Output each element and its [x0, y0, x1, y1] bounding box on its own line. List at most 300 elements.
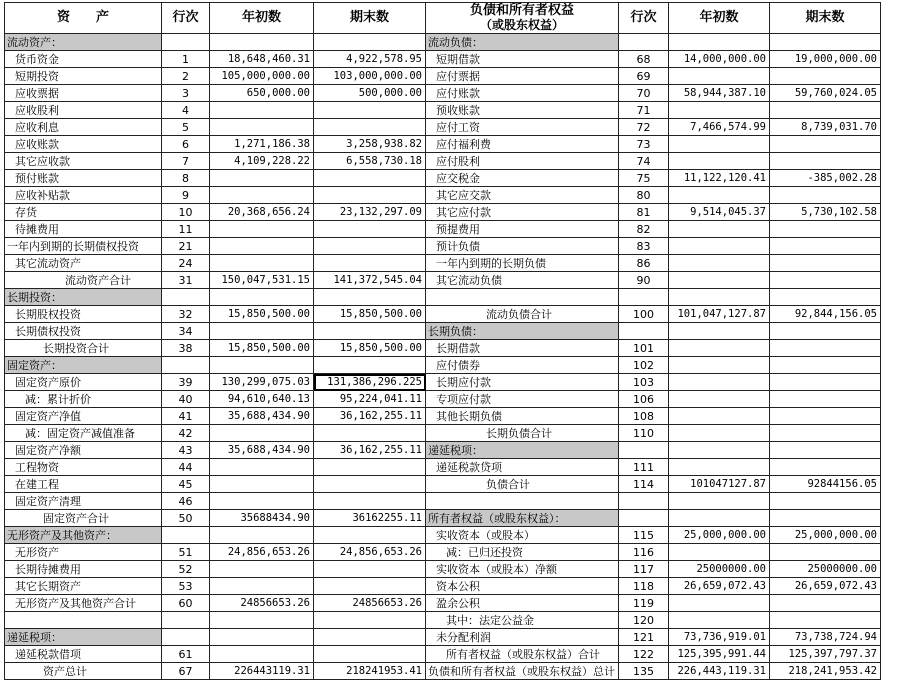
- asset-line-cell[interactable]: 61: [162, 646, 210, 663]
- asset-name-cell[interactable]: 固定资产净值: [5, 408, 162, 425]
- liability-name-cell[interactable]: 资本公积: [426, 578, 619, 595]
- liability-line-cell[interactable]: [619, 493, 669, 510]
- asset-name-cell[interactable]: 货币资金: [5, 51, 162, 68]
- asset-end-cell[interactable]: [314, 170, 426, 187]
- liability-end-cell[interactable]: [770, 34, 881, 51]
- liability-line-cell[interactable]: 115: [619, 527, 669, 544]
- asset-end-cell[interactable]: [314, 34, 426, 51]
- asset-line-cell[interactable]: 32: [162, 306, 210, 323]
- liability-begin-cell[interactable]: [669, 340, 770, 357]
- liability-name-cell[interactable]: 减：已归还投资: [426, 544, 619, 561]
- asset-end-cell[interactable]: [314, 476, 426, 493]
- liability-end-cell[interactable]: 25000000.00: [770, 561, 881, 578]
- liability-begin-cell[interactable]: [669, 68, 770, 85]
- asset-begin-cell[interactable]: [210, 561, 314, 578]
- asset-name-cell[interactable]: 应收票据: [5, 85, 162, 102]
- asset-line-cell[interactable]: 6: [162, 136, 210, 153]
- liability-name-cell[interactable]: 其它应交款: [426, 187, 619, 204]
- asset-line-cell[interactable]: 45: [162, 476, 210, 493]
- liability-begin-cell[interactable]: 73,736,919.01: [669, 629, 770, 646]
- liability-end-cell[interactable]: 19,000,000.00: [770, 51, 881, 68]
- liability-line-cell[interactable]: 80: [619, 187, 669, 204]
- asset-begin-cell[interactable]: 4,109,228.22: [210, 153, 314, 170]
- asset-end-cell[interactable]: [314, 221, 426, 238]
- liability-name-cell[interactable]: 应付账款: [426, 85, 619, 102]
- liability-end-cell[interactable]: 125,397,797.37: [770, 646, 881, 663]
- asset-name-cell[interactable]: 应收利息: [5, 119, 162, 136]
- liability-end-cell[interactable]: [770, 68, 881, 85]
- asset-begin-cell[interactable]: 24856653.26: [210, 595, 314, 612]
- col-header-line-no[interactable]: 行次: [162, 3, 210, 34]
- liability-line-cell[interactable]: 110: [619, 425, 669, 442]
- asset-begin-cell[interactable]: 24,856,653.26: [210, 544, 314, 561]
- asset-begin-cell[interactable]: [210, 102, 314, 119]
- asset-begin-cell[interactable]: 94,610,640.13: [210, 391, 314, 408]
- asset-end-cell[interactable]: [314, 578, 426, 595]
- asset-begin-cell[interactable]: [210, 476, 314, 493]
- asset-end-cell[interactable]: [314, 238, 426, 255]
- liability-name-cell[interactable]: 预计负债: [426, 238, 619, 255]
- liability-line-cell[interactable]: 118: [619, 578, 669, 595]
- liability-name-cell[interactable]: 应付股利: [426, 153, 619, 170]
- asset-line-cell[interactable]: 5: [162, 119, 210, 136]
- liability-name-cell[interactable]: 短期借款: [426, 51, 619, 68]
- liability-end-cell[interactable]: 26,659,072.43: [770, 578, 881, 595]
- liability-begin-cell[interactable]: 11,122,120.41: [669, 170, 770, 187]
- asset-begin-cell[interactable]: [210, 493, 314, 510]
- asset-name-cell[interactable]: 无形资产: [5, 544, 162, 561]
- asset-end-cell[interactable]: 24,856,653.26: [314, 544, 426, 561]
- asset-end-cell[interactable]: 95,224,041.11: [314, 391, 426, 408]
- asset-begin-cell[interactable]: [210, 425, 314, 442]
- liability-line-cell[interactable]: 72: [619, 119, 669, 136]
- asset-end-cell[interactable]: 15,850,500.00: [314, 306, 426, 323]
- liability-name-cell[interactable]: 应付福利费: [426, 136, 619, 153]
- asset-line-cell[interactable]: 3: [162, 85, 210, 102]
- liability-begin-cell[interactable]: [669, 459, 770, 476]
- liability-begin-cell[interactable]: [669, 357, 770, 374]
- asset-line-cell[interactable]: [162, 34, 210, 51]
- liability-begin-cell[interactable]: [669, 544, 770, 561]
- liability-begin-cell[interactable]: [669, 187, 770, 204]
- asset-name-cell[interactable]: 一年内到期的长期债权投资: [5, 238, 162, 255]
- col-header-begin[interactable]: 年初数: [210, 3, 314, 34]
- liability-begin-cell[interactable]: [669, 323, 770, 340]
- liability-name-cell[interactable]: 递延税项：: [426, 442, 619, 459]
- liability-begin-cell[interactable]: [669, 136, 770, 153]
- asset-end-cell[interactable]: [314, 459, 426, 476]
- liability-name-cell[interactable]: 长期负债合计: [426, 425, 619, 442]
- liability-end-cell[interactable]: [770, 425, 881, 442]
- asset-end-cell[interactable]: 218241953.41: [314, 663, 426, 680]
- liability-line-cell[interactable]: 86: [619, 255, 669, 272]
- liability-begin-cell[interactable]: [669, 493, 770, 510]
- asset-name-cell[interactable]: 固定资产清理: [5, 493, 162, 510]
- liability-begin-cell[interactable]: 125,395,991.44: [669, 646, 770, 663]
- asset-line-cell[interactable]: 44: [162, 459, 210, 476]
- asset-begin-cell[interactable]: 1,271,186.38: [210, 136, 314, 153]
- liability-begin-cell[interactable]: [669, 442, 770, 459]
- asset-line-cell[interactable]: 46: [162, 493, 210, 510]
- liability-begin-cell[interactable]: [669, 612, 770, 629]
- liability-end-cell[interactable]: 92844156.05: [770, 476, 881, 493]
- liability-name-cell[interactable]: [426, 289, 619, 306]
- asset-begin-cell[interactable]: [210, 459, 314, 476]
- asset-begin-cell[interactable]: 15,850,500.00: [210, 340, 314, 357]
- liability-line-cell[interactable]: 74: [619, 153, 669, 170]
- asset-begin-cell[interactable]: 18,648,460.31: [210, 51, 314, 68]
- asset-line-cell[interactable]: 50: [162, 510, 210, 527]
- liability-line-cell[interactable]: 73: [619, 136, 669, 153]
- asset-end-cell[interactable]: [314, 119, 426, 136]
- liability-end-cell[interactable]: [770, 544, 881, 561]
- asset-line-cell[interactable]: 52: [162, 561, 210, 578]
- asset-name-cell[interactable]: 流动资产合计: [5, 272, 162, 289]
- asset-line-cell[interactable]: 41: [162, 408, 210, 425]
- liability-begin-cell[interactable]: [669, 510, 770, 527]
- asset-line-cell[interactable]: 39: [162, 374, 210, 391]
- liability-line-cell[interactable]: [619, 289, 669, 306]
- asset-line-cell[interactable]: 2: [162, 68, 210, 85]
- liability-end-cell[interactable]: [770, 255, 881, 272]
- asset-name-cell[interactable]: 递延税款借项: [5, 646, 162, 663]
- asset-end-cell[interactable]: 500,000.00: [314, 85, 426, 102]
- col-header-end-2[interactable]: 期末数: [770, 3, 881, 34]
- asset-begin-cell[interactable]: [210, 646, 314, 663]
- liability-name-cell[interactable]: 其中：法定公益金: [426, 612, 619, 629]
- liability-begin-cell[interactable]: [669, 102, 770, 119]
- asset-name-cell[interactable]: 其它应收款: [5, 153, 162, 170]
- liability-end-cell[interactable]: [770, 510, 881, 527]
- asset-begin-cell[interactable]: [210, 578, 314, 595]
- liability-name-cell[interactable]: 预收账款: [426, 102, 619, 119]
- asset-end-cell[interactable]: [314, 493, 426, 510]
- liability-line-cell[interactable]: 135: [619, 663, 669, 680]
- asset-name-cell[interactable]: 无形资产及其他资产：: [5, 527, 162, 544]
- asset-begin-cell[interactable]: [210, 119, 314, 136]
- liability-name-cell[interactable]: 其它应付款: [426, 204, 619, 221]
- asset-name-cell[interactable]: 无形资产及其他资产合计: [5, 595, 162, 612]
- asset-line-cell[interactable]: 1: [162, 51, 210, 68]
- liability-name-cell[interactable]: 应付工资: [426, 119, 619, 136]
- asset-line-cell[interactable]: [162, 629, 210, 646]
- asset-begin-cell[interactable]: 105,000,000.00: [210, 68, 314, 85]
- asset-end-cell[interactable]: 23,132,297.09: [314, 204, 426, 221]
- asset-line-cell[interactable]: 51: [162, 544, 210, 561]
- asset-line-cell[interactable]: [162, 289, 210, 306]
- asset-name-cell[interactable]: 长期待摊费用: [5, 561, 162, 578]
- liability-begin-cell[interactable]: [669, 408, 770, 425]
- liability-end-cell[interactable]: [770, 612, 881, 629]
- liability-name-cell[interactable]: 预提费用: [426, 221, 619, 238]
- asset-end-cell[interactable]: 3,258,938.82: [314, 136, 426, 153]
- asset-name-cell[interactable]: 减：累计折价: [5, 391, 162, 408]
- liability-line-cell[interactable]: [619, 323, 669, 340]
- liability-line-cell[interactable]: 119: [619, 595, 669, 612]
- asset-line-cell[interactable]: [162, 612, 210, 629]
- liability-end-cell[interactable]: 5,730,102.58: [770, 204, 881, 221]
- asset-line-cell[interactable]: 31: [162, 272, 210, 289]
- asset-name-cell[interactable]: 预付账款: [5, 170, 162, 187]
- liability-line-cell[interactable]: 106: [619, 391, 669, 408]
- asset-name-cell[interactable]: 长期股权投资: [5, 306, 162, 323]
- liability-begin-cell[interactable]: [669, 391, 770, 408]
- liability-line-cell[interactable]: 114: [619, 476, 669, 493]
- asset-begin-cell[interactable]: [210, 238, 314, 255]
- liability-begin-cell[interactable]: 9,514,045.37: [669, 204, 770, 221]
- asset-name-cell[interactable]: 固定资产原价: [5, 374, 162, 391]
- liability-end-cell[interactable]: [770, 102, 881, 119]
- liability-name-cell[interactable]: 长期负债：: [426, 323, 619, 340]
- liability-end-cell[interactable]: 218,241,953.42: [770, 663, 881, 680]
- liability-end-cell[interactable]: 73,738,724.94: [770, 629, 881, 646]
- asset-begin-cell[interactable]: 150,047,531.15: [210, 272, 314, 289]
- liability-end-cell[interactable]: 59,760,024.05: [770, 85, 881, 102]
- liability-end-cell[interactable]: [770, 374, 881, 391]
- liability-line-cell[interactable]: 69: [619, 68, 669, 85]
- asset-begin-cell[interactable]: 35,688,434.90: [210, 408, 314, 425]
- asset-end-cell[interactable]: 36,162,255.11: [314, 408, 426, 425]
- liability-name-cell[interactable]: [426, 493, 619, 510]
- asset-begin-cell[interactable]: 130,299,075.03: [210, 374, 314, 391]
- asset-name-cell[interactable]: 其它长期资产: [5, 578, 162, 595]
- asset-begin-cell[interactable]: 226443119.31: [210, 663, 314, 680]
- asset-line-cell[interactable]: 38: [162, 340, 210, 357]
- liability-name-cell[interactable]: 负债合计: [426, 476, 619, 493]
- asset-line-cell[interactable]: 24: [162, 255, 210, 272]
- liability-end-cell[interactable]: 92,844,156.05: [770, 306, 881, 323]
- asset-end-cell[interactable]: [314, 357, 426, 374]
- asset-name-cell[interactable]: 固定资产净额: [5, 442, 162, 459]
- liability-line-cell[interactable]: 101: [619, 340, 669, 357]
- liability-line-cell[interactable]: 83: [619, 238, 669, 255]
- col-header-line-no-2[interactable]: 行次: [619, 3, 669, 34]
- asset-name-cell[interactable]: 待摊费用: [5, 221, 162, 238]
- liability-line-cell[interactable]: 108: [619, 408, 669, 425]
- asset-line-cell[interactable]: [162, 527, 210, 544]
- asset-name-cell[interactable]: 资产总计: [5, 663, 162, 680]
- liability-name-cell[interactable]: 流动负债：: [426, 34, 619, 51]
- liability-begin-cell[interactable]: 25,000,000.00: [669, 527, 770, 544]
- liability-line-cell[interactable]: [619, 510, 669, 527]
- asset-name-cell[interactable]: 工程物资: [5, 459, 162, 476]
- liability-begin-cell[interactable]: 14,000,000.00: [669, 51, 770, 68]
- liability-begin-cell[interactable]: 26,659,072.43: [669, 578, 770, 595]
- liability-name-cell[interactable]: 应交税金: [426, 170, 619, 187]
- asset-end-cell[interactable]: 24856653.26: [314, 595, 426, 612]
- liability-line-cell[interactable]: 100: [619, 306, 669, 323]
- liability-begin-cell[interactable]: 226,443,119.31: [669, 663, 770, 680]
- asset-end-cell[interactable]: 6,558,730.18: [314, 153, 426, 170]
- liability-name-cell[interactable]: 负债和所有者权益（或股东权益）总计: [426, 663, 619, 680]
- asset-name-cell[interactable]: 减：固定资产减值准备: [5, 425, 162, 442]
- liability-begin-cell[interactable]: [669, 289, 770, 306]
- asset-end-cell[interactable]: 141,372,545.04: [314, 272, 426, 289]
- asset-name-cell[interactable]: 应收股利: [5, 102, 162, 119]
- asset-name-cell[interactable]: 存货: [5, 204, 162, 221]
- liability-name-cell[interactable]: 递延税款贷项: [426, 459, 619, 476]
- col-header-end[interactable]: 期末数: [314, 3, 426, 34]
- asset-line-cell[interactable]: 10: [162, 204, 210, 221]
- liability-name-cell[interactable]: 其他长期负债: [426, 408, 619, 425]
- asset-name-cell[interactable]: 其它流动资产: [5, 255, 162, 272]
- asset-name-cell[interactable]: 长期债权投资: [5, 323, 162, 340]
- liability-begin-cell[interactable]: [669, 153, 770, 170]
- liability-end-cell[interactable]: 25,000,000.00: [770, 527, 881, 544]
- asset-begin-cell[interactable]: [210, 34, 314, 51]
- asset-line-cell[interactable]: 11: [162, 221, 210, 238]
- liability-line-cell[interactable]: 122: [619, 646, 669, 663]
- asset-line-cell[interactable]: 53: [162, 578, 210, 595]
- asset-begin-cell[interactable]: 35,688,434.90: [210, 442, 314, 459]
- asset-name-cell[interactable]: 固定资产：: [5, 357, 162, 374]
- asset-name-cell[interactable]: 短期投资: [5, 68, 162, 85]
- asset-end-cell[interactable]: 103,000,000.00: [314, 68, 426, 85]
- asset-end-cell[interactable]: [314, 561, 426, 578]
- asset-begin-cell[interactable]: [210, 170, 314, 187]
- liability-line-cell[interactable]: 102: [619, 357, 669, 374]
- liability-end-cell[interactable]: [770, 357, 881, 374]
- liability-end-cell[interactable]: [770, 221, 881, 238]
- liability-name-cell[interactable]: 长期借款: [426, 340, 619, 357]
- liability-line-cell[interactable]: 70: [619, 85, 669, 102]
- asset-name-cell[interactable]: 长期投资：: [5, 289, 162, 306]
- asset-end-cell[interactable]: [314, 646, 426, 663]
- asset-begin-cell[interactable]: [210, 289, 314, 306]
- liability-line-cell[interactable]: 120: [619, 612, 669, 629]
- liability-end-cell[interactable]: [770, 153, 881, 170]
- liability-end-cell[interactable]: [770, 289, 881, 306]
- liability-name-cell[interactable]: 实收资本（或股本）: [426, 527, 619, 544]
- asset-line-cell[interactable]: 43: [162, 442, 210, 459]
- asset-begin-cell[interactable]: [210, 527, 314, 544]
- liability-end-cell[interactable]: [770, 391, 881, 408]
- liability-name-cell[interactable]: 盈余公积: [426, 595, 619, 612]
- liability-end-cell[interactable]: -385,002.28: [770, 170, 881, 187]
- asset-begin-cell[interactable]: [210, 612, 314, 629]
- asset-line-cell[interactable]: 34: [162, 323, 210, 340]
- liability-name-cell[interactable]: 应付债券: [426, 357, 619, 374]
- liability-end-cell[interactable]: [770, 136, 881, 153]
- liability-begin-cell[interactable]: [669, 595, 770, 612]
- liability-begin-cell[interactable]: 101,047,127.87: [669, 306, 770, 323]
- liability-name-cell[interactable]: 所有者权益（或股东权益）合计: [426, 646, 619, 663]
- asset-end-cell[interactable]: [314, 187, 426, 204]
- liability-end-cell[interactable]: [770, 187, 881, 204]
- liability-end-cell[interactable]: 8,739,031.70: [770, 119, 881, 136]
- asset-line-cell[interactable]: [162, 357, 210, 374]
- liability-begin-cell[interactable]: [669, 425, 770, 442]
- asset-name-cell[interactable]: 在建工程: [5, 476, 162, 493]
- liability-name-cell[interactable]: 未分配利润: [426, 629, 619, 646]
- liability-end-cell[interactable]: [770, 595, 881, 612]
- asset-end-cell[interactable]: 4,922,578.95: [314, 51, 426, 68]
- asset-end-cell[interactable]: 131,386,296.225: [314, 374, 426, 391]
- asset-name-cell[interactable]: 长期投资合计: [5, 340, 162, 357]
- asset-begin-cell[interactable]: [210, 221, 314, 238]
- liability-line-cell[interactable]: 90: [619, 272, 669, 289]
- liability-line-cell[interactable]: 117: [619, 561, 669, 578]
- liability-end-cell[interactable]: [770, 459, 881, 476]
- liability-begin-cell[interactable]: [669, 34, 770, 51]
- asset-begin-cell[interactable]: 650,000.00: [210, 85, 314, 102]
- asset-line-cell[interactable]: 21: [162, 238, 210, 255]
- asset-begin-cell[interactable]: [210, 357, 314, 374]
- liability-name-cell[interactable]: 一年内到期的长期负债: [426, 255, 619, 272]
- asset-begin-cell[interactable]: 20,368,656.24: [210, 204, 314, 221]
- col-header-liabilities[interactable]: [426, 3, 619, 34]
- asset-end-cell[interactable]: [314, 289, 426, 306]
- liability-line-cell[interactable]: [619, 34, 669, 51]
- asset-end-cell[interactable]: [314, 612, 426, 629]
- liability-line-cell[interactable]: 121: [619, 629, 669, 646]
- col-header-begin-2[interactable]: 年初数: [669, 3, 770, 34]
- asset-line-cell[interactable]: 8: [162, 170, 210, 187]
- asset-name-cell[interactable]: 流动资产：: [5, 34, 162, 51]
- liability-name-cell[interactable]: 其它流动负债: [426, 272, 619, 289]
- liability-name-cell[interactable]: 应付票据: [426, 68, 619, 85]
- asset-line-cell[interactable]: 42: [162, 425, 210, 442]
- liability-end-cell[interactable]: [770, 323, 881, 340]
- liability-end-cell[interactable]: [770, 340, 881, 357]
- liability-end-cell[interactable]: [770, 272, 881, 289]
- liability-line-cell[interactable]: [619, 442, 669, 459]
- liability-begin-cell[interactable]: 58,944,387.10: [669, 85, 770, 102]
- liability-line-cell[interactable]: 116: [619, 544, 669, 561]
- asset-name-cell[interactable]: 递延税项：: [5, 629, 162, 646]
- liability-begin-cell[interactable]: [669, 255, 770, 272]
- asset-end-cell[interactable]: 36162255.11: [314, 510, 426, 527]
- liability-end-cell[interactable]: [770, 238, 881, 255]
- liability-begin-cell[interactable]: [669, 374, 770, 391]
- asset-line-cell[interactable]: 40: [162, 391, 210, 408]
- liability-begin-cell[interactable]: [669, 238, 770, 255]
- asset-name-cell[interactable]: [5, 612, 162, 629]
- asset-end-cell[interactable]: 15,850,500.00: [314, 340, 426, 357]
- liability-line-cell[interactable]: 111: [619, 459, 669, 476]
- asset-end-cell[interactable]: 36,162,255.11: [314, 442, 426, 459]
- liability-begin-cell[interactable]: [669, 221, 770, 238]
- asset-begin-cell[interactable]: [210, 187, 314, 204]
- asset-line-cell[interactable]: 7: [162, 153, 210, 170]
- liability-name-cell[interactable]: 流动负债合计: [426, 306, 619, 323]
- liability-name-cell[interactable]: 长期应付款: [426, 374, 619, 391]
- liability-begin-cell[interactable]: 7,466,574.99: [669, 119, 770, 136]
- asset-begin-cell[interactable]: 35688434.90: [210, 510, 314, 527]
- liability-line-cell[interactable]: 68: [619, 51, 669, 68]
- asset-end-cell[interactable]: [314, 425, 426, 442]
- asset-end-cell[interactable]: [314, 527, 426, 544]
- asset-end-cell[interactable]: [314, 323, 426, 340]
- asset-begin-cell[interactable]: [210, 629, 314, 646]
- asset-line-cell[interactable]: 9: [162, 187, 210, 204]
- liability-name-cell[interactable]: 专项应付款: [426, 391, 619, 408]
- asset-end-cell[interactable]: [314, 255, 426, 272]
- liability-end-cell[interactable]: [770, 493, 881, 510]
- liability-name-cell[interactable]: 所有者权益（或股东权益）：: [426, 510, 619, 527]
- liability-begin-cell[interactable]: [669, 272, 770, 289]
- asset-name-cell[interactable]: 应收账款: [5, 136, 162, 153]
- col-header-assets[interactable]: 资 产: [5, 3, 162, 34]
- liability-begin-cell[interactable]: 101047127.87: [669, 476, 770, 493]
- liability-line-cell[interactable]: 103: [619, 374, 669, 391]
- asset-begin-cell[interactable]: [210, 323, 314, 340]
- asset-begin-cell[interactable]: [210, 255, 314, 272]
- liability-line-cell[interactable]: 82: [619, 221, 669, 238]
- liability-begin-cell[interactable]: 25000000.00: [669, 561, 770, 578]
- asset-name-cell[interactable]: 固定资产合计: [5, 510, 162, 527]
- liability-line-cell[interactable]: 81: [619, 204, 669, 221]
